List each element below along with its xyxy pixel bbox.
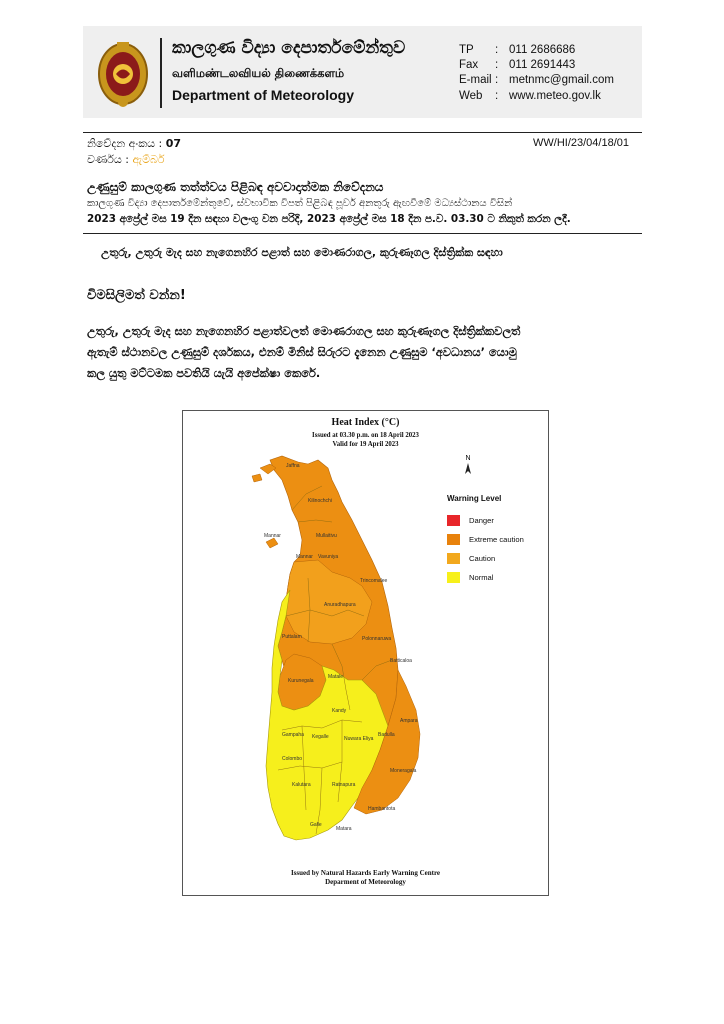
notice-subtitle-line2: 2023 අප්‍රේල් මස 19 දින සඳහා වලංගු වන පරිදි, 2023 අප්‍රේල් මස 18 දින ප.ව. 03.30 ට නිකුත් කරන ලදී. [87, 213, 571, 225]
notice-title: උණුසුම් කාලගුණ තත්ත්වය පිළිබඳ අවවාදාත්මක නිවේදනය [87, 180, 384, 194]
label-mannar-coast: Mannar [264, 533, 281, 539]
web-link[interactable]: www.meteo.gov.lk [509, 89, 601, 102]
map-title: Heat Index (°C) [331, 417, 400, 428]
label-puttalam: Puttalam [282, 634, 302, 640]
org-name-sinhala: කාලගුණ විද්‍යා දෙපාර්තමේන්තුව [172, 38, 406, 58]
legend-item-extreme-caution: Extreme caution [447, 533, 524, 545]
label-kandy: Kandy [332, 708, 347, 714]
label-kalutara: Kalutara [292, 782, 311, 788]
label-hambantota: Hambantota [368, 806, 396, 812]
notice-number: නිවේදන අංකය : 07 [87, 137, 182, 150]
label-ratnapura: Ratnapura [332, 782, 356, 788]
label-moneragala: Moneragala [390, 768, 417, 774]
label-polonnaruwa: Polonnaruwa [362, 636, 392, 642]
org-name-english: Department of Meteorology [172, 87, 355, 103]
label-trincomalee: Trincomalee [360, 578, 388, 584]
color-value-amber: ඇම්බර් [132, 153, 165, 166]
body-line-2: ඇතැම් ස්ථානවල උණුසුම් දර්ශකය, එනම් මිනිස් සිරුරට දැනෙන උණුසුම ‘අවධානය’ යොමු [87, 345, 517, 359]
map-footer-department: Deparment of Meteorology [325, 878, 406, 886]
legend-swatch-extreme-caution [447, 534, 460, 545]
affected-districts: උතුරු, උතුරු මැද සහ නැගෙනහිර පළාත් සහ මොණරාගල, කුරුණෑගල දිස්ත්‍රික්ක සඳහා [101, 246, 503, 259]
label-kegalle: Kegalle [312, 734, 329, 740]
legend-swatch-normal [447, 572, 460, 583]
label-matale: Matale [328, 674, 344, 680]
contact-email: E-mail : metnmc@gmail.com [459, 74, 614, 87]
map-footer-issuer: Issued by Natural Hazards Early Warning Centre [290, 869, 441, 877]
divider-line [83, 132, 642, 133]
map-issued: Issued at 03.30 p.m. on 18 April 2023 [312, 432, 419, 439]
sri-lanka-map-svg [182, 410, 548, 895]
label-gampaha: Gampaha [282, 732, 304, 738]
phone-number: 011 2686686 [509, 44, 576, 56]
notice-reference: WW/HI/23/04/18/01 [533, 137, 629, 149]
label-galle: Galle [310, 822, 322, 828]
label-ampara: Ampara [400, 718, 418, 724]
legend-swatch-danger [447, 515, 460, 526]
body-line-1: උතුරු, උතුරු මැද සහ නැගෙනහිර පළාත්වලත් මොණරාගල සහ කුරුණෑගල දිස්ත්‍රික්කවලත් [87, 324, 521, 338]
label-mannar: Mannar [296, 554, 313, 560]
contact-tp: TP : 011 2686686 [459, 44, 576, 56]
state-emblem-icon [96, 38, 150, 108]
body-line-3: කල යුතු මට්ටමක පවතියි යැයි අපේක්ෂා කෙරේ. [87, 366, 321, 380]
legend-item-normal: Normal [447, 571, 493, 583]
label-badulla: Badulla [378, 732, 395, 738]
fax-number: 011 2691443 [509, 59, 576, 72]
label-vavuniya: Vavuniya [318, 554, 339, 560]
north-label: N [465, 455, 471, 462]
org-name-tamil: வளிமண்டலவியல் திணைக்களம் [172, 66, 345, 80]
header-divider [160, 38, 162, 108]
label-jaffna: Jaffna [286, 463, 300, 469]
email-address[interactable]: metnmc@gmail.com [509, 74, 614, 87]
label-kurunegala: Kurunegala [288, 678, 314, 684]
label-matara: Matara [336, 826, 352, 832]
divider-line [83, 233, 642, 234]
legend-item-caution: Caution [447, 552, 495, 564]
legend-item-danger: Danger [447, 514, 494, 526]
label-nuwara-eliya: Nuwara Eliya [344, 736, 374, 742]
label-mullaitivu: Mullaitivu [316, 533, 337, 539]
label-batticaloa: Batticaloa [390, 658, 412, 664]
label-kilinochchi: Kilinochchi [308, 498, 332, 504]
contact-fax: Fax : 011 2691443 [459, 59, 576, 72]
label-colombo: Colombo [282, 756, 303, 762]
legend-title: Warning Level [447, 494, 502, 503]
label-anuradhapura: Anuradhapura [324, 602, 356, 608]
contact-web: Web : www.meteo.gov.lk [459, 89, 601, 102]
legend-swatch-caution [447, 553, 460, 564]
map-valid: Valid for 19 April 2023 [332, 441, 399, 448]
notice-color: වර්ණය : ඇම්බර් [87, 153, 165, 166]
notice-subtitle-line1: කාලගුණ විද්‍යා දෙපාර්තමේන්තුවේ, ස්වභාවික විපත් පිළිබඳ පූර්ව අනතුරු ඇඟවීමේ මධ්‍යස්ථානය විසින් [87, 198, 513, 209]
contact-block [459, 43, 614, 104]
north-arrow-icon [465, 455, 471, 474]
alert-heading: විමසිලිමත් වන්න! [87, 288, 186, 303]
